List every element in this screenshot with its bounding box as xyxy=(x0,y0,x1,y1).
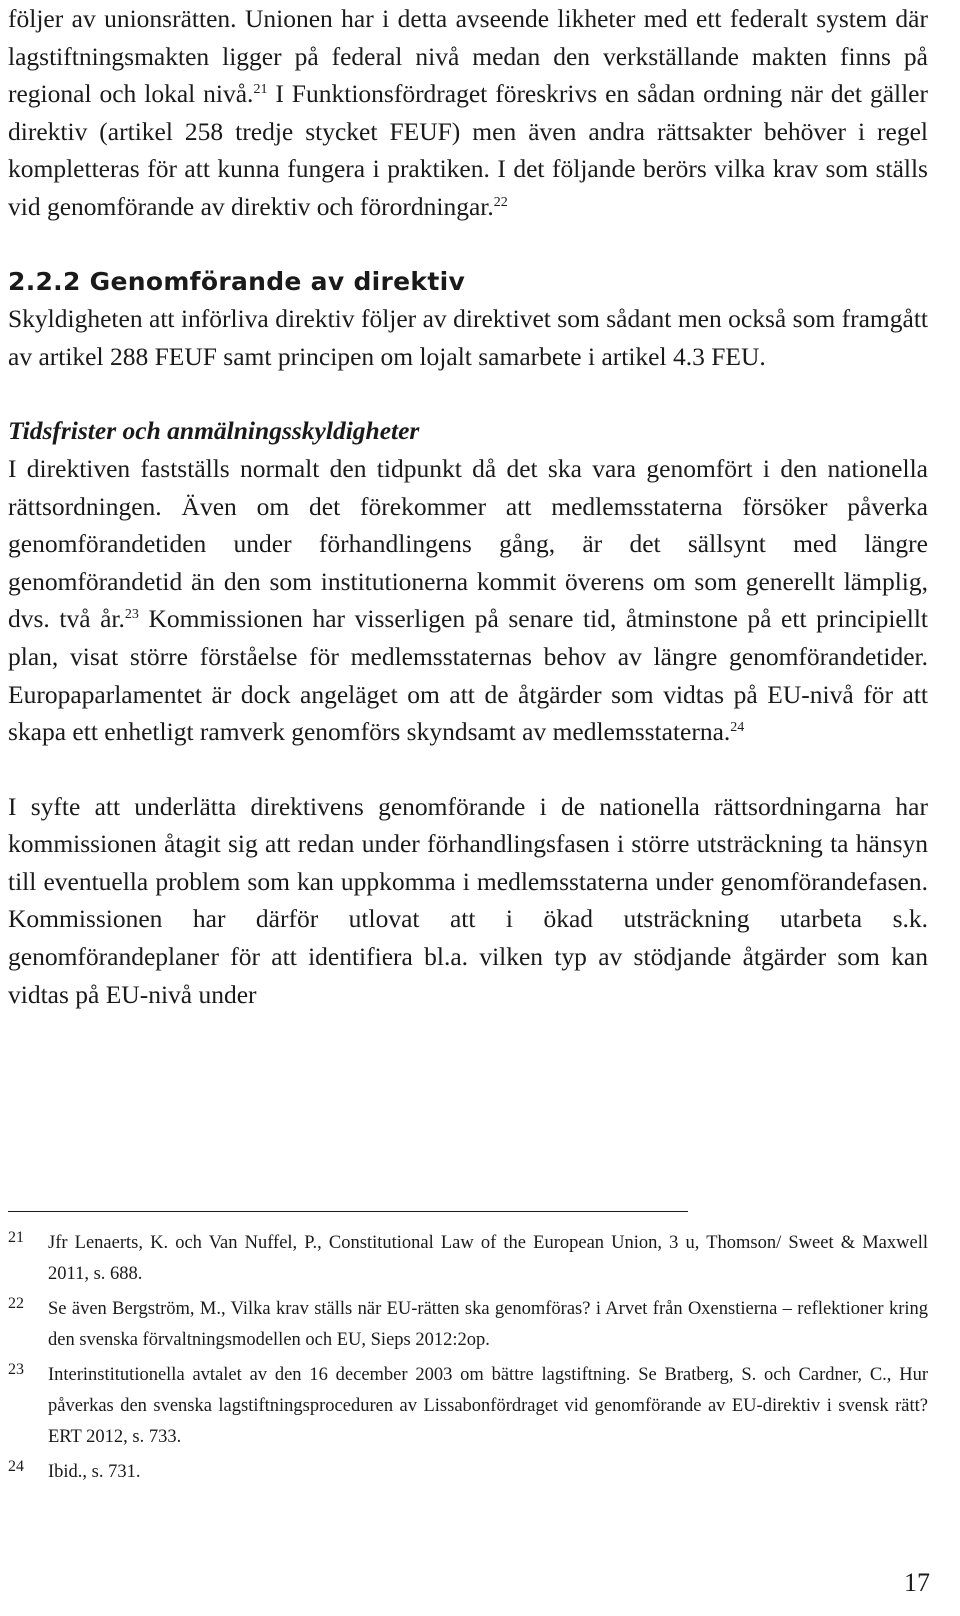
footnote-number: 23 xyxy=(8,1361,24,1378)
section-heading: 2.2.2 Genomförande av direktiv xyxy=(8,266,466,296)
footnotes xyxy=(8,1228,928,1492)
paragraph-1 xyxy=(8,0,928,226)
footnote-23 xyxy=(8,1360,928,1453)
footnote-24 xyxy=(8,1457,928,1488)
footnote-text: Interinstitutionella avtalet av den 16 december 2003 om bättre lagstiftning. Se Bratberg, S. och Cardner, C., Hur påverkas den svenska lagstiftningsproceduren av Lissabonfördraget vid genomförande av EU-direktiv i svensk rätt? ERT 2012, s. 733. xyxy=(48,1365,928,1447)
footnote-21 xyxy=(8,1228,928,1290)
paragraph-2: Skyldigheten att införliva direktiv följer av direktivet som sådant men också som framgått av artikel 288 FEUF samt principen om lojalt samarbete i artikel 4.3 FEU. xyxy=(8,304,928,371)
subheading: Tidsfrister och anmälningsskyldigheter xyxy=(8,416,420,446)
footnote-ref-24[interactable]: 24 xyxy=(730,720,745,736)
paragraph-1-text-a: följer av unionsrätten. Unionen har i detta avseende likheter med ett federalt system där lagstiftningsmakten ligger på federal nivå medan den verkställande makten finns på regional och lokal nivå. xyxy=(8,4,928,109)
footnote-divider xyxy=(8,1211,688,1212)
paragraph-1-text-b: I Funktionsfördraget föreskrivs en sådan ordning när det gäller direktiv (artikel 258 tredje stycket FEUF) men även andra rättsakter behöver i regel kompletteras för att kunna fungera i praktiken. I det följande berörs vilka krav som ställs vid genomförande av direktiv och förordningar. xyxy=(8,79,928,221)
paragraph-3 xyxy=(8,450,928,751)
page-number: 17 xyxy=(904,1568,930,1597)
paragraph-3-text-a: I direktiven fastställs normalt den tidpunkt då det ska vara genomfört i den nationella rättsordningen. Även om det förekommer att medlemsstaterna försöker påverka genomförandetiden under förhandlingens gång, är det sällsynt med längre genomförandetid än den som institutionerna kommit överens om som generellt lämplig, dvs. två år. xyxy=(8,453,928,634)
footnote-22 xyxy=(8,1294,928,1356)
footnote-text: Ibid., s. 731. xyxy=(48,1462,141,1482)
paragraph-3-text-b: Kommissionen har visserligen på senare tid, åtminstone på ett principiellt plan, visat större förståelse för medlemsstaternas behov av längre genomförandetider. Europaparlamentet är dock angeläget om att de åtgärder som vidtas på EU-nivå för att skapa ett enhetligt ramverk genomförs skyndsamt av medlemsstaterna. xyxy=(8,604,929,747)
footnote-ref-21[interactable]: 21 xyxy=(253,82,268,98)
paragraph-4: I syfte att underlätta direktivens genomförande i de nationella rättsordningarna har kommissionen åtagit sig att redan under förhandlingsfasen i större utsträckning ta hänsyn till eventuella problem som kan uppkomma i medlemsstaterna under genomförandefasen. Kommissionen har därför utlovat att i ökad utsträckning utarbeta s.k. genomförandeplaner för att identifiera bl.a. vilken typ av stödjande åtgärder som kan vidtas på EU-nivå under xyxy=(8,791,928,1009)
footnote-text: Jfr Lenaerts, K. och Van Nuffel, P., Constitutional Law of the European Union, 3 u, Thomson/ Sweet & Maxwell 2011, s. 688. xyxy=(48,1233,928,1284)
footnote-number: 22 xyxy=(8,1295,24,1312)
footnote-ref-23[interactable]: 23 xyxy=(124,607,139,623)
page-body xyxy=(8,0,928,1013)
footnote-ref-22[interactable]: 22 xyxy=(493,194,508,210)
footnote-text: Se även Bergström, M., Vilka krav ställs när EU-rätten ska genomföras? i Arvet från Oxenstierna – reflektioner kring den svenska förvaltningsmodellen och EU, Sieps 2012:2op. xyxy=(48,1299,928,1350)
footnote-number: 21 xyxy=(8,1229,24,1246)
footnote-number: 24 xyxy=(8,1458,24,1475)
